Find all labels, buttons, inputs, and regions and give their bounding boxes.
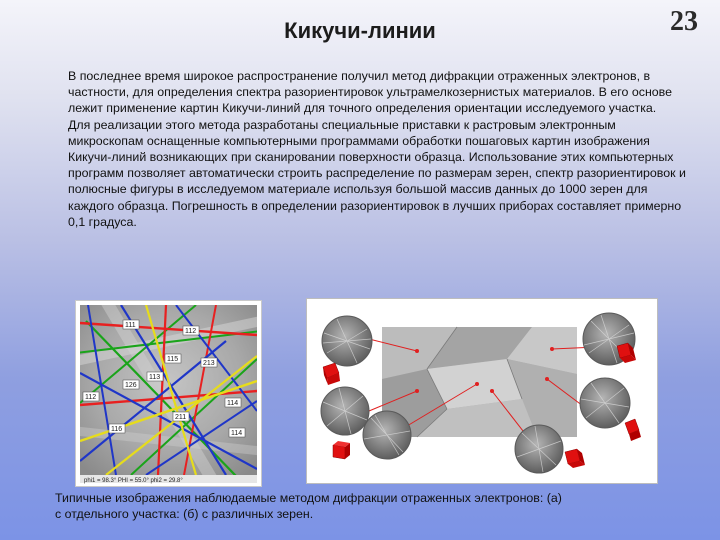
svg-text:112: 112 [85,394,97,401]
svg-text:111: 111 [125,322,136,329]
grain-patterns-figure [306,298,658,484]
kikuchi-pattern-disc [515,425,563,473]
svg-text:126: 126 [125,382,137,389]
kikuchi-pattern-disc [363,411,411,459]
orientation-cube [625,419,641,441]
svg-text:113: 113 [149,374,161,381]
svg-text:213: 213 [203,360,215,367]
index-label [123,320,139,329]
index-label [109,424,125,433]
svg-text:115: 115 [167,356,179,363]
slide-number: 23 [670,6,698,37]
index-label [123,380,139,389]
figure-caption [55,490,675,522]
index-label [147,372,163,381]
caption-line: с отдельного участка: (б) с различных зерен. [55,507,314,521]
svg-text:112: 112 [185,328,197,335]
index-label [83,392,99,401]
index-label [183,326,199,335]
body-paragraph: В последнее время широкое распространение получил метод дифракции отраженных электронов, в частности, для определения спектра разориентировок ультрамелкозернистых материалов. В его основе лежит применение картин Кикучи-линий для точного определения ориентации исследуемого участка. [68,69,673,116]
kikuchi-pattern-figure [75,300,262,487]
grain-micrograph [382,327,577,437]
kikuchi-pattern-disc [322,316,372,366]
orientation-readout: phi1 = 98.3° PHI = 55.0° phi2 = 29.8° [84,478,183,484]
kikuchi-pattern-disc [580,378,630,428]
svg-text:211: 211 [175,414,187,421]
index-label [165,354,181,363]
kikuchi-pattern-disc [321,387,369,435]
index-label [225,398,241,407]
svg-text:114: 114 [231,430,243,437]
slide-title: Кикучи-линии [284,18,436,43]
svg-text:116: 116 [111,426,123,433]
index-label [229,428,245,437]
index-label [173,412,189,421]
caption-line: Типичные изображения наблюдаемые методом дифракции отраженных электронов: (а) [55,491,562,505]
index-label [201,358,217,367]
orientation-cube [323,363,340,385]
orientation-cube [333,441,350,459]
orientation-cube [565,449,585,468]
body-text [68,68,693,230]
svg-text:114: 114 [227,400,239,407]
body-paragraph: Для реализации этого метода разработаны специальные приставки к растровым электронным микроскопам оснащенные компьютерными программами обработки пошаговых картин изображения Кикучи-линий возникающих при сканировании поверхности образца. Использование этих компьютерных программ позволяет автоматически строить распределение по размерам зерен, спектр разориентировок и полюсные фигуры в исследуемом материале используя большой массив данных до 1000 зерен для каждого образца. Погрешность в определении разориентировок в лучших приборах составляет примерно 0,1 градуса. [68,117,686,229]
